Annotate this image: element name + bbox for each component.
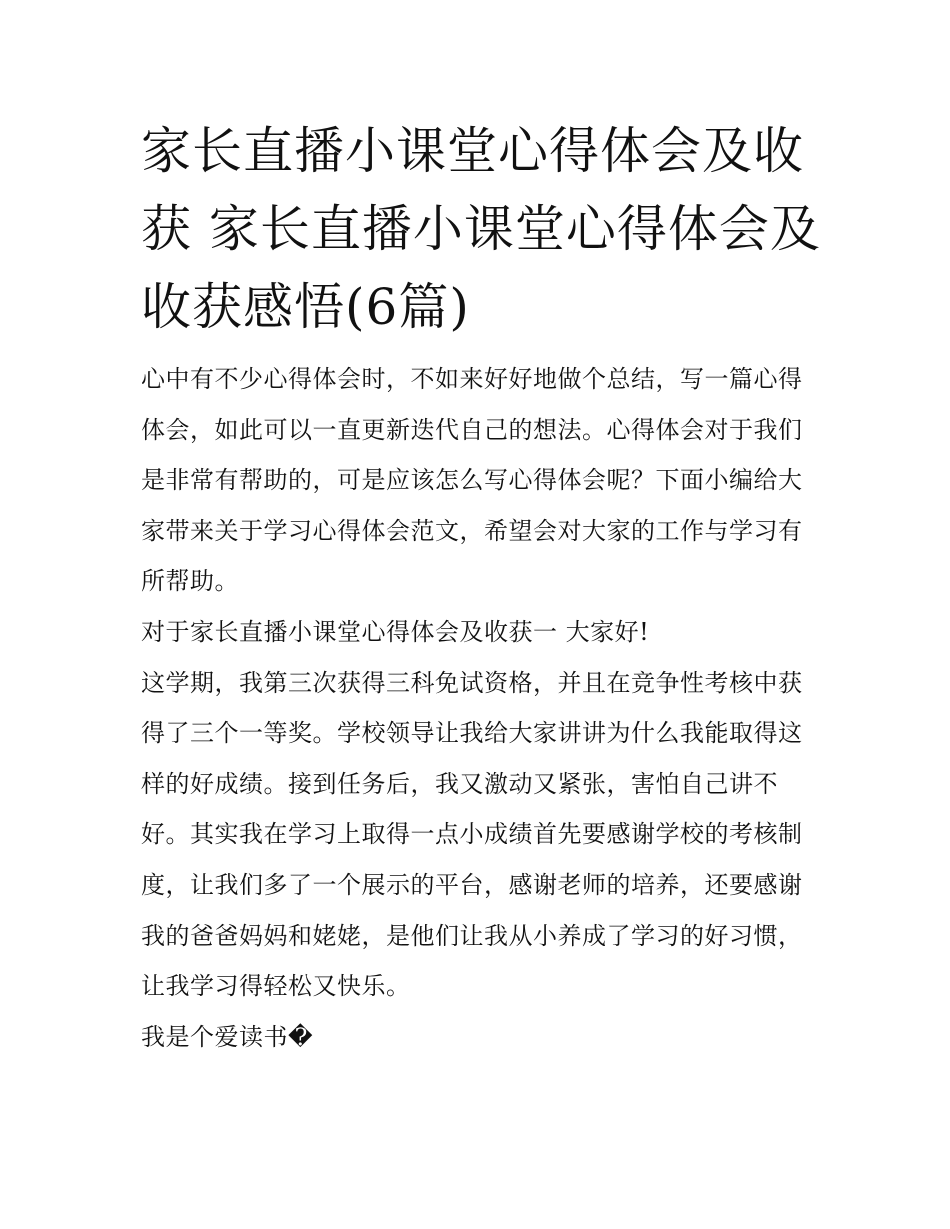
document-body — [141, 112, 821, 1062]
body-paragraph: 这学期，我第三次获得三科免试资格，并且在竞争性考核中获得了三个一等奖。学校领导让我给大家讲讲为什么我能取得这样的好成绩。接到任务后，我又激动又紧张，害怕自己讲不好。其实我在学习上取得一点小成绩首先要感谢学校的考核制度，让我们多了一个展示的平台，感谢老师的培养，还要感谢我的爸爸妈妈和姥姥，是他们让我从小养成了学习的好习惯，让我学习得轻松又快乐。 — [141, 668, 803, 1001]
section-heading-paragraph: 对于家长直播小课堂心得体会及收获一 大家好! — [141, 617, 650, 646]
document-title: 家长直播小课堂心得体会及收获 家长直播小课堂心得体会及收获感悟(6篇) — [141, 122, 821, 336]
intro-paragraph: 心中有不少心得体会时，不如来好好地做个总结，写一篇心得体会，如此可以一直更新迭代自己的想法。心得体会对于我们是非常有帮助的，可是应该怎么写心得体会呢？下面小编给大家带来关于学习心得体会范文，希望会对大家的工作与学习有所帮助。 — [141, 365, 803, 596]
truncated-paragraph: 我是个爱读书� — [141, 1022, 314, 1051]
